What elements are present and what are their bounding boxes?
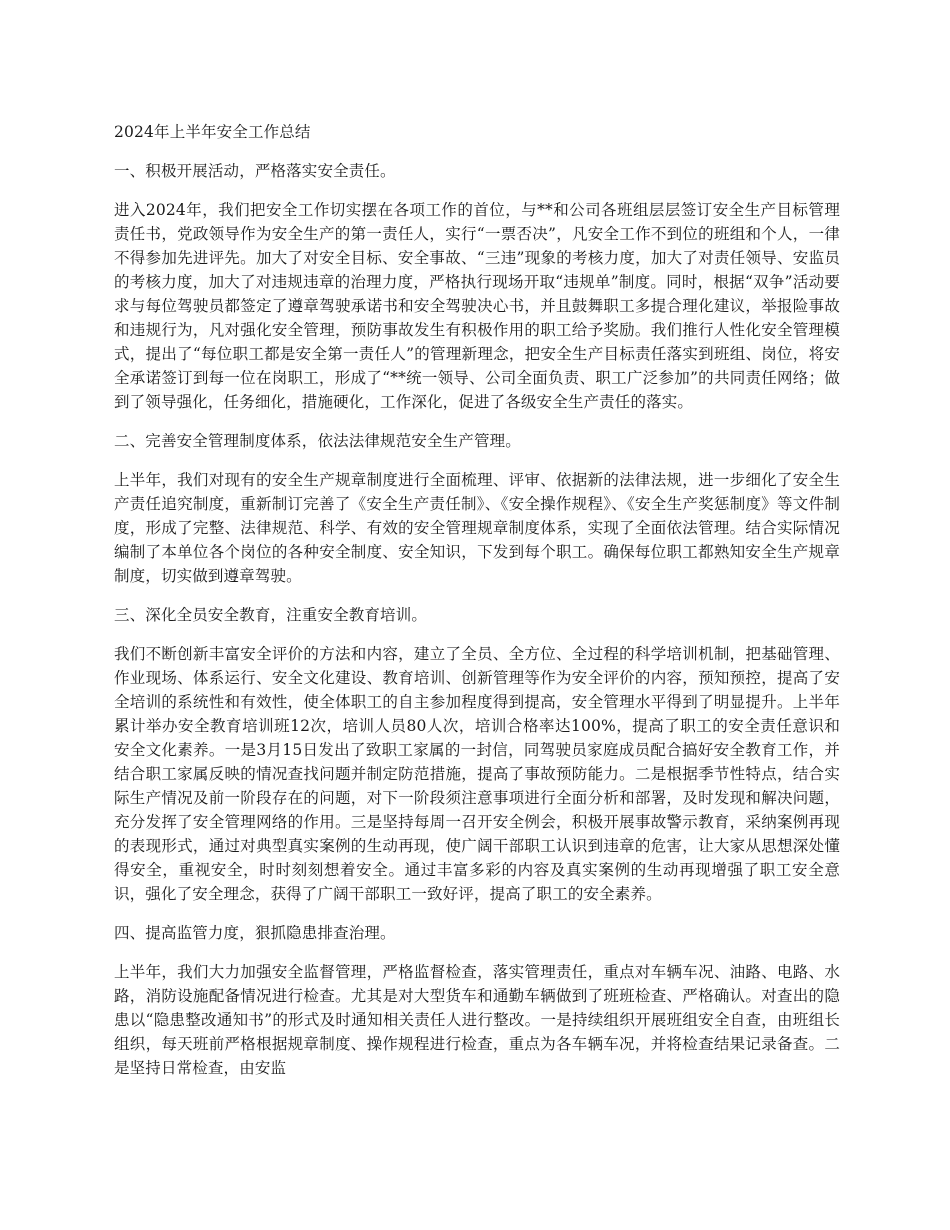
section-heading-3: 三、深化全员安全教育，注重安全教育培训。	[114, 606, 428, 624]
section-heading-4: 四、提高监管力度，狠抓隐患排查治理。	[114, 924, 396, 942]
document-page	[114, 120, 840, 1095]
body-paragraph-2: 上半年，我们对现有的安全生产规章制度进行全面梳理、评审、依据新的法律法规，进一步细化了安全生产责任追究制度，重新制订完善了《安全生产责任制》、《安全操作规程》、《安全生产奖惩制度》等文件制度，形成了完整、法律规范、科学、有效的安全管理规章制度体系，实现了全面依法管理。结合实际情况编制了本单位各个岗位的各种安全制度、安全知识，下发到每个职工。确保每位职工都熟知安全生产规章制度，切实做到遵章驾驶。	[114, 471, 840, 585]
body-paragraph-4: 上半年，我们大力加强安全监督管理，严格监督检查，落实管理责任，重点对车辆车况、油路、电路、水路，消防设施配备情况进行检查。尤其是对大型货车和通勤车辆做到了班班检查、严格确认。对查出的隐患以“隐患整改通知书”的形式及时通知相关责任人进行整改。一是持续组织开展班组安全自查，由班组长组织，每天班前严格根据规章制度、操作规程进行检查，重点为各车辆车况，并将检查结果记录备查。二是坚持日常检查，由安监	[114, 963, 840, 1077]
body-paragraph-1: 进入2024年，我们把安全工作切实摆在各项工作的首位，与**和公司各班组层层签订安全生产目标管理责任书，党政领导作为安全生产的第一责任人，实行“一票否决”，凡安全工作不到位的班组和个人，一律不得参加先进评先。加大了对安全目标、安全事故、“三违”现象的考核力度，加大了对责任领导、安监员的考核力度，加大了对违规违章的治理力度，严格执行现场开取“违规单”制度。同时，根据“双争”活动要求与每位驾驶员都签定了遵章驾驶承诺书和安全驾驶决心书，并且鼓舞职工多提合理化建议，举报险事故和违规行为，凡对强化安全管理，预防事故发生有积极作用的职工给予奖励。我们推行人性化安全管理模式，提出了“每位职工都是安全第一责任人”的管理新理念，把安全生产目标责任落实到班组、岗位，将安全承诺签订到每一位在岗职工，形成了“**统一领导、公司全面负责、职工广泛参加”的共同责任网络；做到了领导强化，任务细化，措施硬化，工作深化，促进了各级安全生产责任的落实。	[114, 201, 840, 411]
section-heading-1: 一、积极开展活动，严格落实安全责任。	[114, 162, 396, 180]
section-heading-2: 二、完善安全管理制度体系，依法法律规范安全生产管理。	[114, 432, 521, 450]
document-title: 2024年上半年安全工作总结	[114, 123, 311, 141]
body-paragraph-3: 我们不断创新丰富安全评价的方法和内容，建立了全员、全方位、全过程的科学培训机制，把基础管理、作业现场、体系运行、安全文化建设、教育培训、创新管理等作为安全评价的内容，预知预控，提高了安全培训的系统性和有效性，使全体职工的自主参加程度得到提高，安全管理水平得到了明显提升。上半年累计举办安全教育培训班12次，培训人员80人次，培训合格率达100%，提高了职工的安全责任意识和安全文化素养。一是3月15日发出了致职工家属的一封信，同驾驶员家庭成员配合搞好安全教育工作，并结合职工家属反映的情况查找问题并制定防范措施，提高了事故预防能力。二是根据季节性特点，结合实际生产情况及前一阶段存在的问题，对下一阶段须注意事项进行全面分析和部署，及时发现和解决问题，充分发挥了安全管理网络的作用。三是坚持每周一召开安全例会，积极开展事故警示教育，采纳案例再现的表现形式，通过对典型真实案例的生动再现，使广阔干部职工认识到违章的危害，让大家从思想深处懂得安全，重视安全，时时刻刻想着安全。通过丰富多彩的内容及真实案例的生动再现增强了职工安全意识，强化了安全理念，获得了广阔干部职工一致好评，提高了职工的安全素养。	[114, 645, 840, 903]
